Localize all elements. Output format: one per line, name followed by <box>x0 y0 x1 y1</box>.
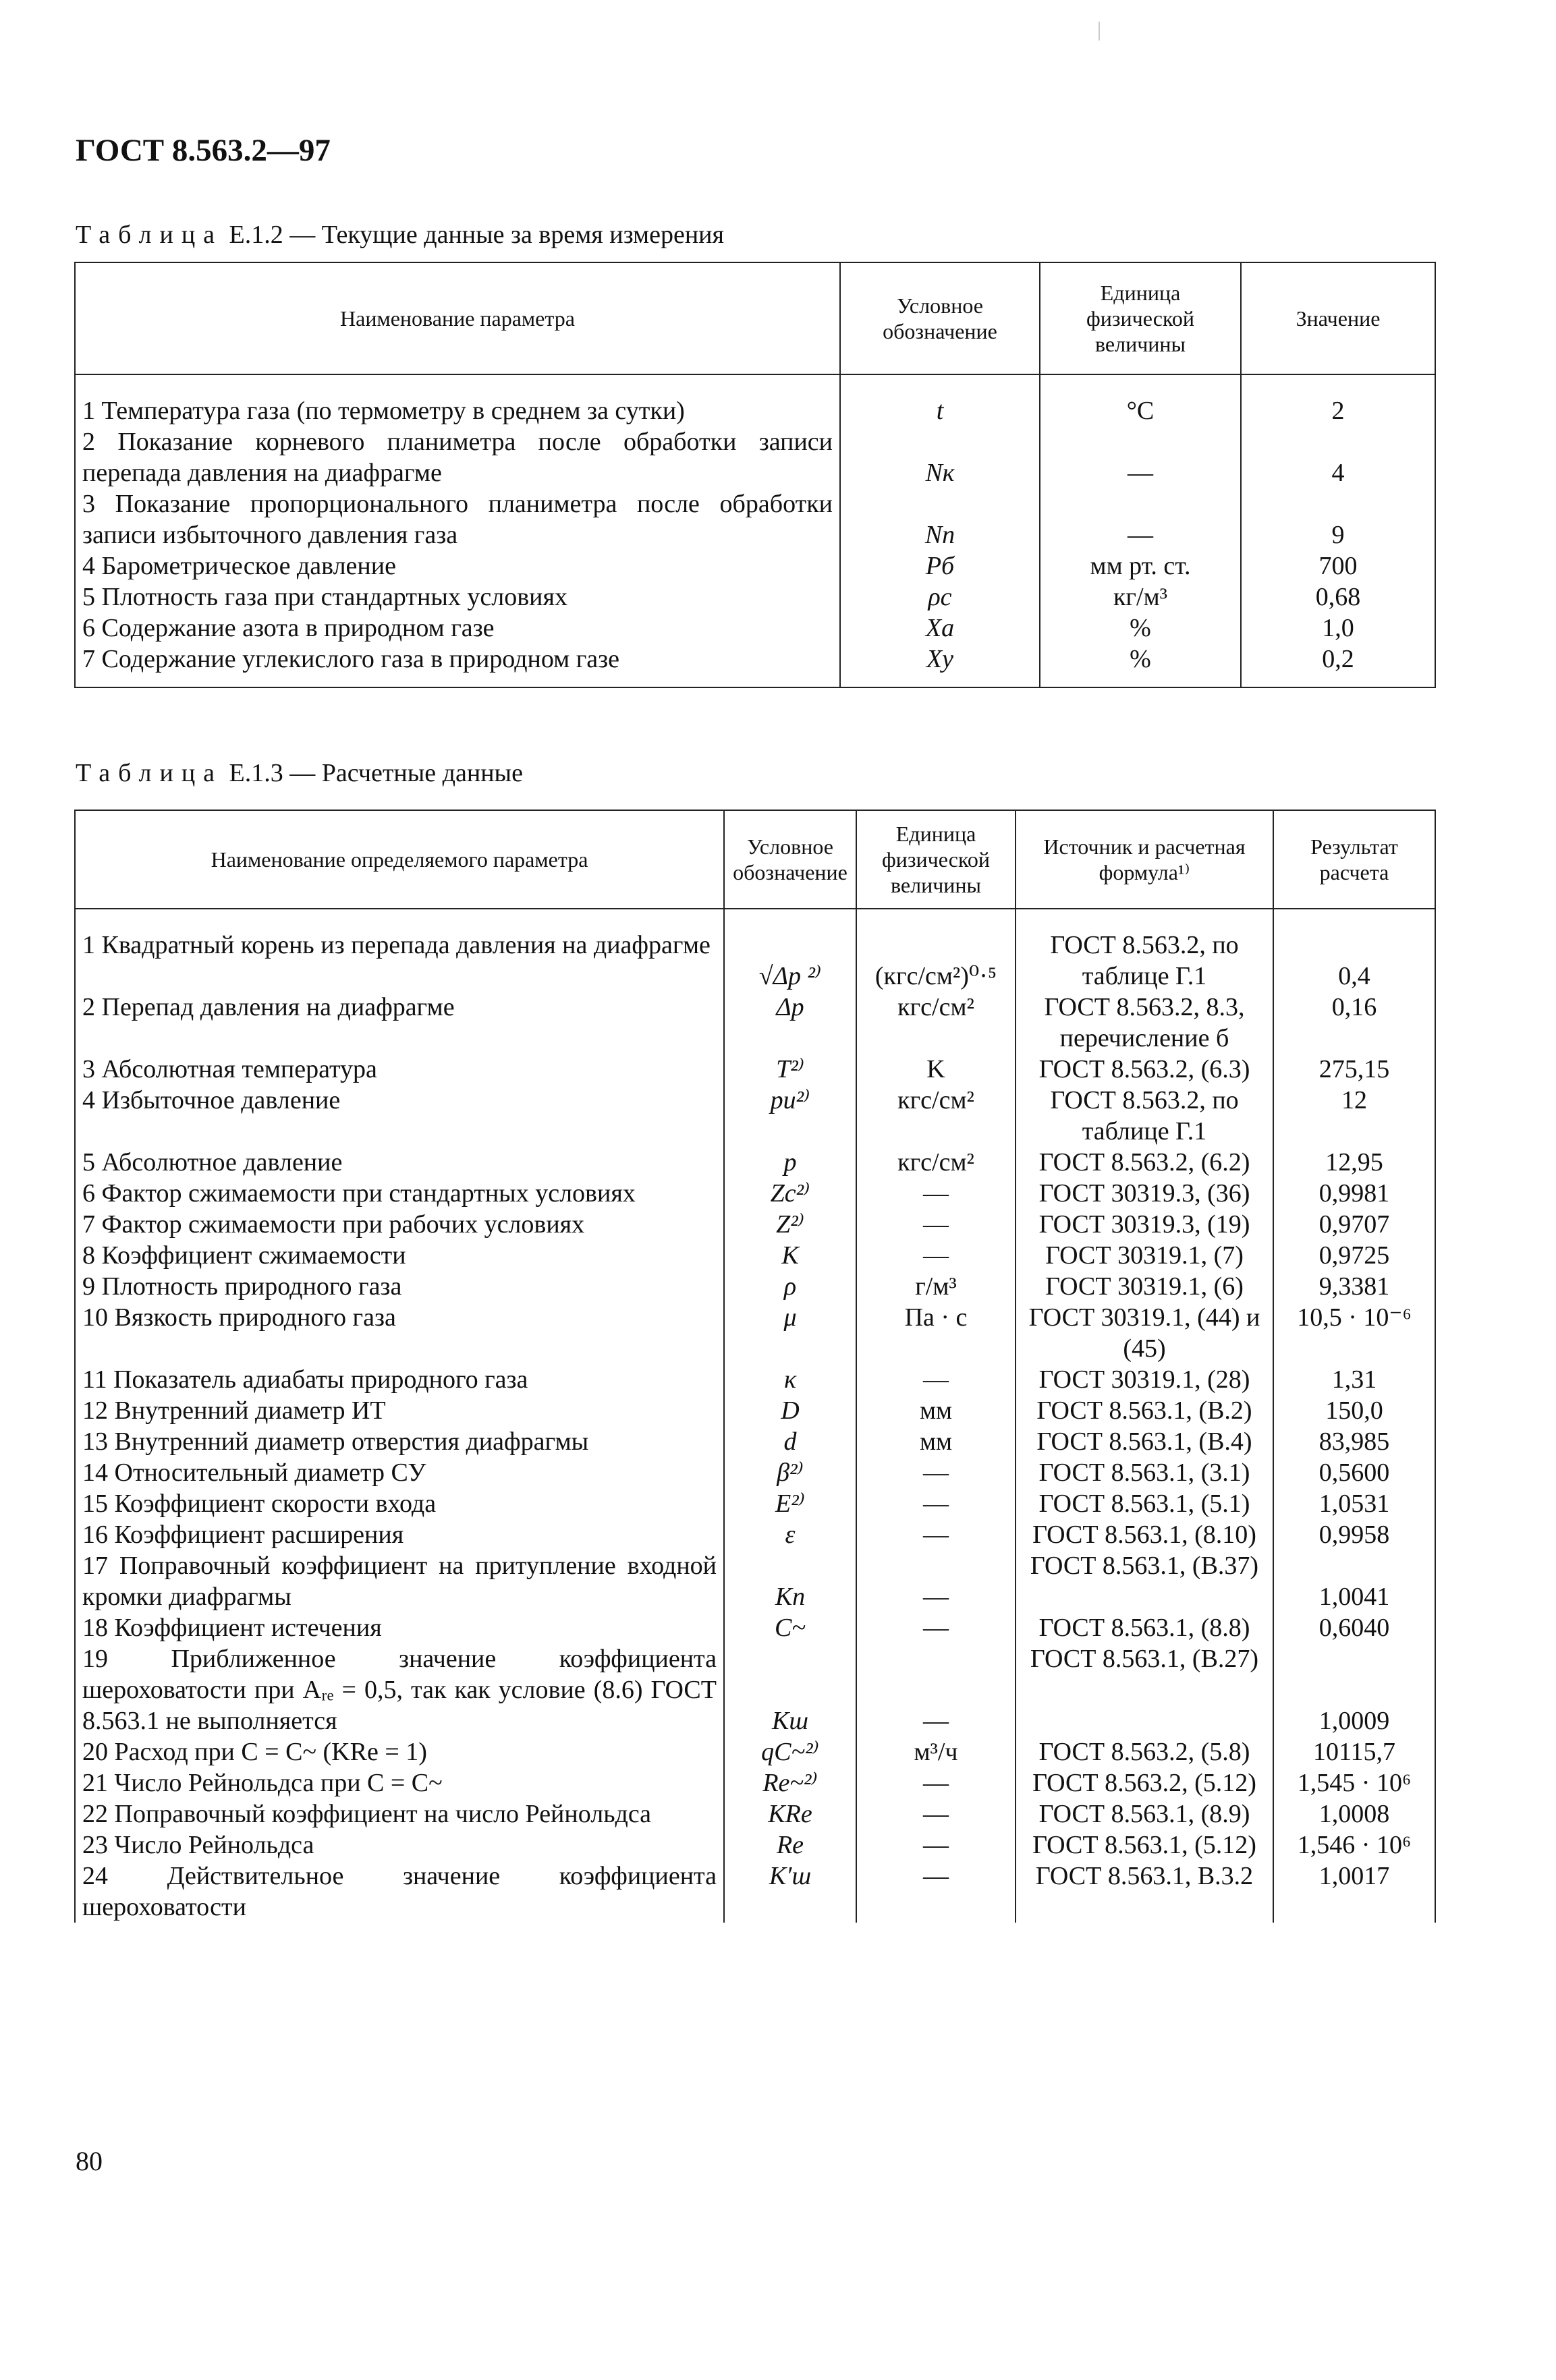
table-e12-caption: Таблица Е.1.2 — Текущие данные за время измерения <box>76 221 724 249</box>
table-spacer-row <box>75 374 1435 395</box>
table-row: 3 Абсолютная температура T²⁾ K ГОСТ 8.563.2, (6.3) 275,15 <box>75 1054 1435 1085</box>
column-header-value: Значение <box>1241 262 1435 374</box>
table-row: 5 Плотность газа при стандартных условиях ρс кг/м³ 0,68 <box>75 582 1435 613</box>
table-row: 12 Внутренний диаметр ИТ D мм ГОСТ 8.563.1, (В.2) 150,0 <box>75 1395 1435 1426</box>
table-row: 4 Барометрическое давление Pб мм рт. ст. 700 <box>75 550 1435 582</box>
table-row: 7 Фактор сжимаемости при рабочих условиях Z²⁾ — ГОСТ 30319.3, (19) 0,9707 <box>75 1209 1435 1240</box>
table-row: 11 Показатель адиабаты природного газа κ — ГОСТ 30319.1, (28) 1,31 <box>75 1364 1435 1395</box>
table-e13 <box>74 810 1436 1923</box>
column-header-name: Наименование определяемого параметра <box>75 810 724 909</box>
table-row: 5 Абсолютное давление p кгс/см² ГОСТ 8.563.2, (6.2) 12,95 <box>75 1147 1435 1178</box>
table-row: 20 Расход при C = C~ (KRe = 1) qC~²⁾ м³/ч ГОСТ 8.563.2, (5.8) 10115,7 <box>75 1736 1435 1767</box>
table-header-row <box>75 262 1435 374</box>
table-row: 18 Коэффициент истечения C~ — ГОСТ 8.563.1, (8.8) 0,6040 <box>75 1612 1435 1643</box>
column-header-symbol: Условное обозначение <box>724 810 856 909</box>
table-row: 16 Коэффициент расширения ε — ГОСТ 8.563.1, (8.10) 0,9958 <box>75 1519 1435 1550</box>
column-header-source: Источник и расчетная формула¹⁾ <box>1016 810 1273 909</box>
column-header-unit: Единица физической величины <box>1040 262 1241 374</box>
table-row: 13 Внутренний диаметр отверстия диафрагмы d мм ГОСТ 8.563.1, (В.4) 83,985 <box>75 1426 1435 1457</box>
column-header-result: Результат расчета <box>1273 810 1435 909</box>
table-row: 1 Квадратный корень из перепада давления на диафрагме √Δp ²⁾ (кгс/см²)⁰·⁵ ГОСТ 8.563.2, по таблице Г.1 0,4 <box>75 930 1435 992</box>
table-row: 2 Перепад давления на диафрагме Δp кгс/см² ГОСТ 8.563.2, 8.3, перечисление б 0,16 <box>75 992 1435 1054</box>
table-row: 4 Избыточное давление pи²⁾ кгс/см² ГОСТ 8.563.2, по таблице Г.1 12 <box>75 1085 1435 1147</box>
table-spacer-row <box>75 909 1435 930</box>
table-header-row <box>75 810 1435 909</box>
table-row: 24 Действительное значение коэффициента шероховатости K′ш — ГОСТ 8.563.1, В.3.2 1,0017 <box>75 1861 1435 1923</box>
column-header-unit: Единица физической величины <box>856 810 1016 909</box>
table-row: 21 Число Рейнольдса при C = C~ Re~²⁾ — ГОСТ 8.563.2, (5.12) 1,545 · 10⁶ <box>75 1767 1435 1798</box>
table-row: 3 Показание пропорционального планиметра после обработки записи избыточного давления газа Nп — 9 <box>75 488 1435 550</box>
table-row: 15 Коэффициент скорости входа E²⁾ — ГОСТ 8.563.1, (5.1) 1,0531 <box>75 1488 1435 1519</box>
scan-mark <box>1099 22 1100 40</box>
table-row: 9 Плотность природного газа ρ г/м³ ГОСТ 30319.1, (6) 9,3381 <box>75 1271 1435 1302</box>
table-row: 2 Показание корневого планиметра после обработки записи перепада давления на диафрагме Nк — 4 <box>75 426 1435 488</box>
document-standard-header: ГОСТ 8.563.2—97 <box>76 133 331 168</box>
table-row: 7 Содержание углекислого газа в природном газе Xу % 0,2 <box>75 644 1435 687</box>
table-row: 6 Фактор сжимаемости при стандартных условиях Zс²⁾ — ГОСТ 30319.3, (36) 0,9981 <box>75 1178 1435 1209</box>
column-header-symbol: Условное обозначение <box>840 262 1040 374</box>
table-e13-caption: Таблица Е.1.3 — Расчетные данные <box>76 759 523 787</box>
table-row: 17 Поправочный коэффициент на притупление входной кромки диафрагмы Kп — ГОСТ 8.563.1, (В.37) 1,0041 <box>75 1550 1435 1612</box>
table-row: 6 Содержание азота в природном газе Xа % 1,0 <box>75 613 1435 644</box>
table-row: 23 Число Рейнольдса Re — ГОСТ 8.563.1, (5.12) 1,546 · 10⁶ <box>75 1830 1435 1861</box>
column-header-name: Наименование параметра <box>75 262 840 374</box>
page-number: 80 <box>76 2146 103 2176</box>
table-row: 19 Приближенное значение коэффициента шероховатости при Aᵣₑ = 0,5, так как условие (8.6) ГОСТ 8.563.1 не выполняется Kш — ГОСТ 8.563.1, (В.27) 1,0009 <box>75 1643 1435 1736</box>
table-e12 <box>74 262 1436 688</box>
table-row: 10 Вязкость природного газа μ Па · с ГОСТ 30319.1, (44) и (45) 10,5 · 10⁻⁶ <box>75 1302 1435 1364</box>
table-row: 1 Температура газа (по термометру в среднем за сутки) t °C 2 <box>75 395 1435 426</box>
table-row: 14 Относительный диаметр СУ β²⁾ — ГОСТ 8.563.1, (3.1) 0,5600 <box>75 1457 1435 1488</box>
table-row: 22 Поправочный коэффициент на число Рейнольдса KRe — ГОСТ 8.563.1, (8.9) 1,0008 <box>75 1798 1435 1830</box>
table-row: 8 Коэффициент сжимаемости K — ГОСТ 30319.1, (7) 0,9725 <box>75 1240 1435 1271</box>
